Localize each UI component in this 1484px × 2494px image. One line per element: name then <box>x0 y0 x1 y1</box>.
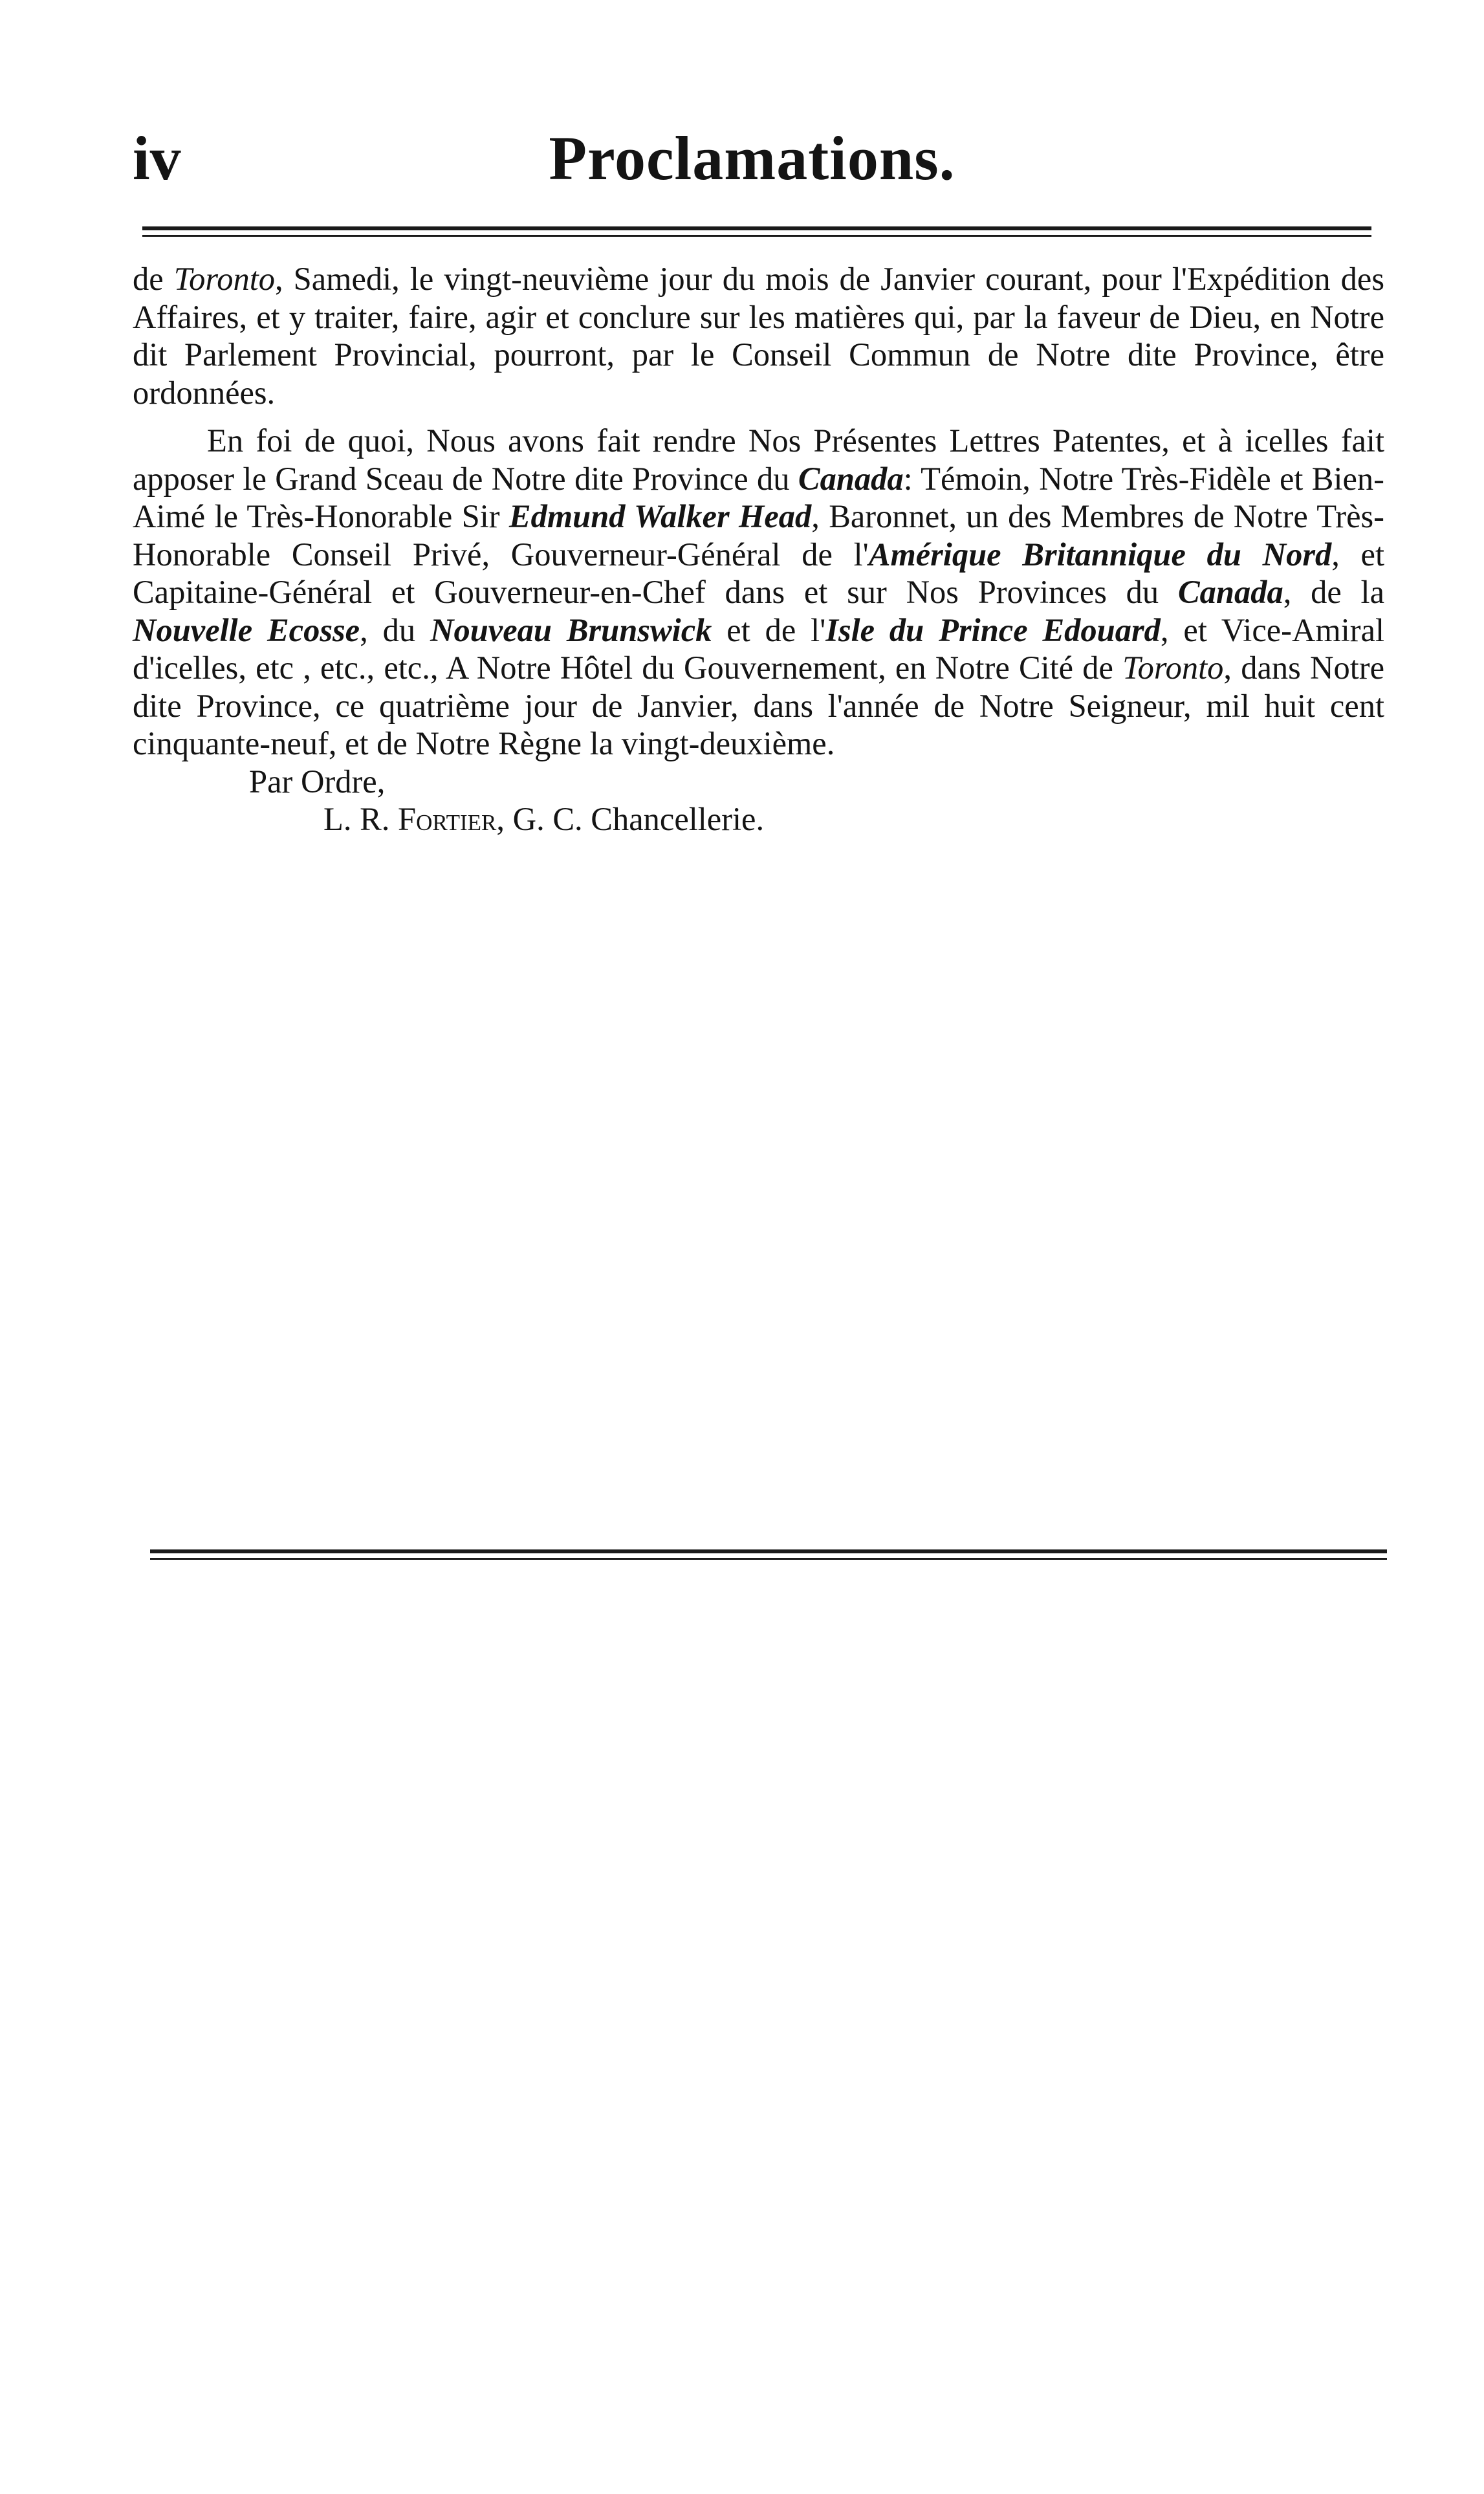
page-number: iv <box>133 124 181 193</box>
par-ordre: Par Ordre, <box>249 763 386 800</box>
paragraph-1: de Toronto, Samedi, le vingt-neuvième jour du mois de Janvier courant, pour l'Expédition des Affaires, et y traiter, faire, agir et conclure sur les matières qui, par la faveur de Dieu, en Notre dit Parlement Provincial, pourront, par le Conseil Commun de Notre dite Province, être ordonnées. <box>133 261 1385 411</box>
paragraph-2: En foi de quoi, Nous avons fait rendre Nos Présentes Lettres Patentes, et à icelles fait apposer le Grand Sceau de Notre dite Province du Canada: Témoin, Notre Très-Fidèle et Bien-Aimé le Très-Honorable Sir Edmund Walker Head, Baronnet, un des Membres de Notre Très-Honorable Conseil Privé, Gouverneur-Général de l'Amérique Britannique du Nord, et Capitaine-Général et Gouverneur-en-Chef dans et sur Nos Provinces du Canada, de la Nouvelle Ecosse, du Nouveau Brunswick et de l'Isle du Prince Edouard, et Vice-Amiral d'icelles, etc , etc., etc., A Notre Hôtel du Gouvernement, en Notre Cité de Toronto, dans Notre dite Province, ce quatrième jour de Janvier, dans l'année de Notre Seigneur, mil huit cent cinquante-neuf, et de Notre Règne la vingt-deuxième. <box>133 422 1385 761</box>
signature: L. R. Fortier, G. C. Chancellerie. <box>323 801 765 837</box>
footer-rule <box>150 1549 1387 1560</box>
proclamation-text <box>133 260 1384 838</box>
header-rule <box>142 226 1371 237</box>
page-header <box>133 116 1371 201</box>
running-title: Proclamations. <box>549 124 955 193</box>
